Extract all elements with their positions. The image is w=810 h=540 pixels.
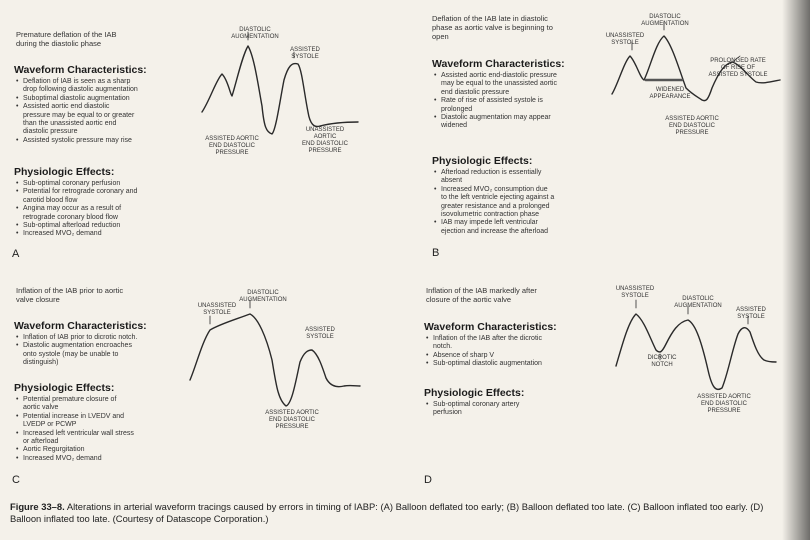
panel-b-intro: Deflation of the IAB late in diastolic phase as aortic valve is beginning to open: [432, 14, 553, 41]
list-item: • Angina may occur as a result of retrograde coronary blood flow: [16, 205, 196, 222]
list-item: • Sub-optimal coronary perfusion: [16, 180, 196, 188]
figure-caption: [10, 501, 780, 525]
panel-b-label-prolonged-rate: PROLONGED RATE OF RISE OF ASSISTED SYSTOLE: [708, 58, 768, 78]
panel-d-waveform-list: [426, 335, 606, 369]
panel-c-label-assisted-aortic-edp: ASSISTED AORTIC END DIASTOLIC PRESSURE: [265, 410, 319, 430]
list-item: • Assisted systolic pressure may rise: [16, 137, 196, 145]
panel-b-waveform: [612, 30, 782, 110]
list-item: • Increased MVO₂ consumption due to the left ventricle ejecting against a greater resistance and a prolonged isovolumetric contraction phase: [434, 186, 612, 220]
panel-a-waveform: [200, 40, 360, 140]
list-item: • IAB may impede left ventricular ejection and increase the afterload: [434, 219, 612, 236]
panel-c-intro: Inflation of the IAB prior to aortic valve closure: [16, 286, 124, 304]
panel-d-letter: D: [424, 474, 432, 486]
panel-c-letter: C: [12, 474, 20, 486]
list-item: • Potential for retrograde coronary and carotid blood flow: [16, 188, 196, 205]
panel-d-intro: Inflation of the IAB markedly after closure of the aortic valve: [426, 286, 537, 304]
panel-a-waveform-list: [16, 78, 196, 145]
panel-c-label-diastolic-augmentation: DIASTOLIC AUGMENTATION: [239, 290, 287, 303]
list-item: • Potential premature closure of aortic valve: [16, 396, 201, 413]
panel-d-label-assisted-aortic-edp: ASSISTED AORTIC END DIASTOLIC PRESSURE: [697, 394, 751, 414]
panel-a-label-assisted-systole: ASSISTED SYSTOLE: [290, 47, 320, 60]
panel-a-letter: A: [12, 248, 20, 260]
panel-d-label-dicrotic-notch: DICROTIC NOTCH: [647, 355, 677, 368]
panel-c-physio-list: [16, 396, 201, 463]
panel-b-waveform-title: Waveform Characteristics:: [432, 58, 565, 70]
list-item: • Inflation of the IAB after the dicrotic notch.: [426, 335, 606, 352]
panel-c-waveform: [190, 306, 360, 414]
panel-b-label-widened-appearance: WIDENED APPEARANCE: [649, 87, 691, 100]
panel-d-physio-title: Physiologic Effects:: [424, 387, 525, 399]
panel-d-waveform: [616, 304, 776, 396]
panel-c-waveform-title: Waveform Characteristics:: [14, 320, 147, 332]
list-item: • Deflation of IAB is seen as a sharp drop following diastolic augmentation: [16, 78, 196, 95]
panel-b-label-diastolic-augmentation: DIASTOLIC AUGMENTATION: [641, 14, 689, 27]
panel-a-label-diastolic-augmentation: DIASTOLIC AUGMENTATION: [231, 27, 279, 40]
panel-d-physio-list: [426, 401, 606, 418]
panel-b-waveform-list: [434, 72, 609, 131]
panel-d-label-assisted-systole: ASSISTED SYSTOLE: [736, 307, 766, 320]
panel-a-label-unassisted-aortic-edp: UNASSISTED AORTIC END DIASTOLIC PRESSURE: [302, 127, 348, 154]
panel-b-label-unassisted-systole: UNASSISTED SYSTOLE: [605, 33, 645, 46]
panel-b-physio-title: Physiologic Effects:: [432, 155, 533, 167]
panel-d-label-diastolic-augmentation: DIASTOLIC AUGMENTATION: [674, 296, 722, 309]
panel-d-label-unassisted-systole: UNASSISTED SYSTOLE: [615, 286, 655, 299]
list-item: • Afterload reduction is essentially absent: [434, 169, 612, 186]
list-item: • Diastolic augmentation encroaches onto systole (may be unable to distinguish): [16, 342, 201, 367]
list-item: • Absence of sharp V: [426, 352, 606, 360]
panel-c-label-unassisted-systole: UNASSISTED SYSTOLE: [197, 303, 237, 316]
panel-d-waveform-title: Waveform Characteristics:: [424, 321, 557, 333]
figure-label: Figure 33–8.: [10, 501, 65, 512]
list-item: • Increased MVO₂ demand: [16, 455, 201, 463]
list-item: • Sub-optimal diastolic augmentation: [426, 360, 606, 368]
list-item: • Assisted aortic end diastolic pressure may be equal to or greater than the unassisted aortic end diastolic pressure: [16, 103, 196, 137]
panel-a-physio-list: [16, 180, 196, 239]
list-item: • Sub-optimal afterload reduction: [16, 222, 196, 230]
panel-b-label-assisted-aortic-edp: ASSISTED AORTIC END DIASTOLIC PRESSURE: [665, 116, 719, 136]
panel-a-intro: Premature deflation of the IAB during the diastolic phase: [16, 30, 117, 48]
list-item: • Aortic Regurgitation: [16, 446, 201, 454]
list-item: • Sub-optimal coronary artery perfusion: [426, 401, 606, 418]
list-item: • Diastolic augmentation may appear widened: [434, 114, 609, 131]
figure-caption-text: Alterations in arterial waveform tracings caused by errors in timing of IABP: (A) Balloon deflated too early; (B) Balloon deflated too late. (C) Balloon inflated too early. (D) Balloon inflated too late. (Courtesy of Datascope Corporation.): [10, 501, 764, 524]
panel-a-physio-title: Physiologic Effects:: [14, 166, 115, 178]
panel-b-physio-list: [434, 169, 612, 236]
panel-a-waveform-title: Waveform Characteristics:: [14, 64, 147, 76]
list-item: • Increased MVO₂ demand: [16, 230, 196, 238]
list-item: • Assisted aortic end-diastolic pressure may be equal to the unassisted aortic end diastolic pressure: [434, 72, 609, 97]
list-item: • Rate of rise of assisted systole is prolonged: [434, 97, 609, 114]
list-item: • Inflation of IAB prior to dicrotic notch.: [16, 334, 201, 342]
list-item: • Suboptimal diastolic augmentation: [16, 95, 196, 103]
panel-a-label-assisted-aortic-edp: ASSISTED AORTIC END DIASTOLIC PRESSURE: [205, 136, 259, 156]
panel-c-label-assisted-systole: ASSISTED SYSTOLE: [305, 327, 335, 340]
panel-b-letter: B: [432, 247, 440, 259]
panel-c-waveform-list: [16, 334, 201, 368]
list-item: • Increased left ventricular wall stress or afterload: [16, 430, 201, 447]
panel-c-physio-title: Physiologic Effects:: [14, 382, 115, 394]
list-item: • Potential increase in LVEDV and LVEDP or PCWP: [16, 413, 201, 430]
